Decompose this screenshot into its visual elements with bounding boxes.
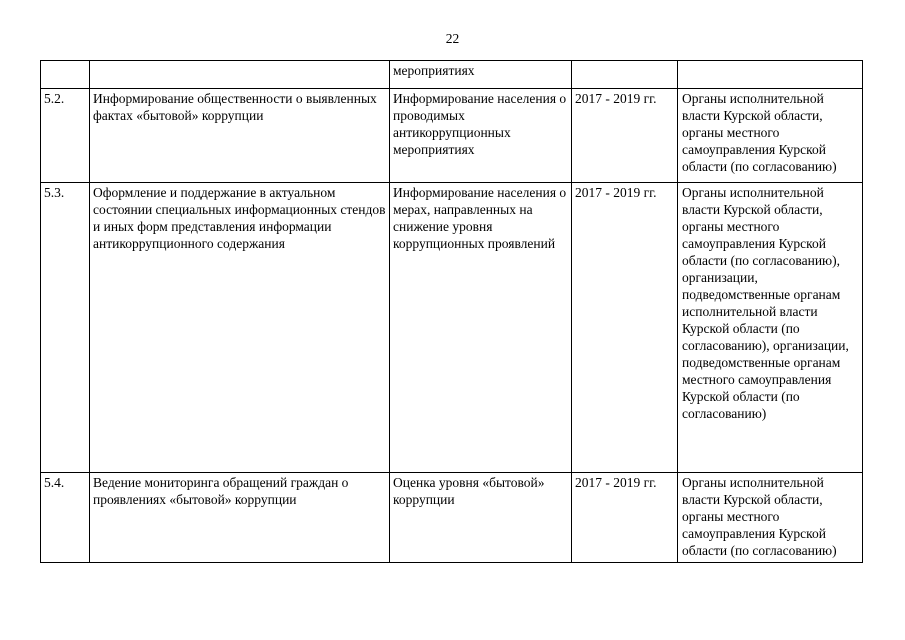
cell-period: 2017 - 2019 гг. (572, 89, 678, 183)
cell-event: Оформление и поддержание в актуальном состоянии специальных информационных стендов и иных форм представления информации антикоррупционного содержания (90, 183, 390, 473)
cell-number: 5.4. (41, 473, 90, 563)
cell-result: Информирование населения о мерах, направленных на снижение уровня коррупционных проявлений (390, 183, 572, 473)
table-row-continuation (41, 61, 863, 89)
cell-number: 5.2. (41, 89, 90, 183)
cell-executor: Органы исполнительной власти Курской области, органы местного самоуправления Курской области (по согласованию) (678, 89, 863, 183)
table-row (41, 89, 863, 183)
cell-number: 5.3. (41, 183, 90, 473)
cell-result: Оценка уровня «бытовой» коррупции (390, 473, 572, 563)
cell-executor: Органы исполнительной власти Курской области, органы местного самоуправления Курской области (по согласованию), организации, подведомственные органам исполнительной власти Курской области (по согласованию), организации, подведомственные органам местного самоуправления Курской области (по согласованию) (678, 183, 863, 473)
cell-event (90, 61, 390, 89)
cell-result: Информирование населения о проводимых антикоррупционных мероприятиях (390, 89, 572, 183)
table-row (41, 183, 863, 473)
cell-period: 2017 - 2019 гг. (572, 473, 678, 563)
cell-period (572, 61, 678, 89)
cell-executor: Органы исполнительной власти Курской области, органы местного самоуправления Курской области (по согласованию) (678, 473, 863, 563)
measures-table (40, 60, 863, 563)
cell-executor (678, 61, 863, 89)
cell-result: мероприятиях (390, 61, 572, 89)
cell-period: 2017 - 2019 гг. (572, 183, 678, 473)
cell-number (41, 61, 90, 89)
cell-event: Информирование общественности о выявленных фактах «бытовой» коррупции (90, 89, 390, 183)
page-number: 22 (445, 31, 460, 46)
cell-event: Ведение мониторинга обращений граждан о проявлениях «бытовой» коррупции (90, 473, 390, 563)
table-row (41, 473, 863, 563)
